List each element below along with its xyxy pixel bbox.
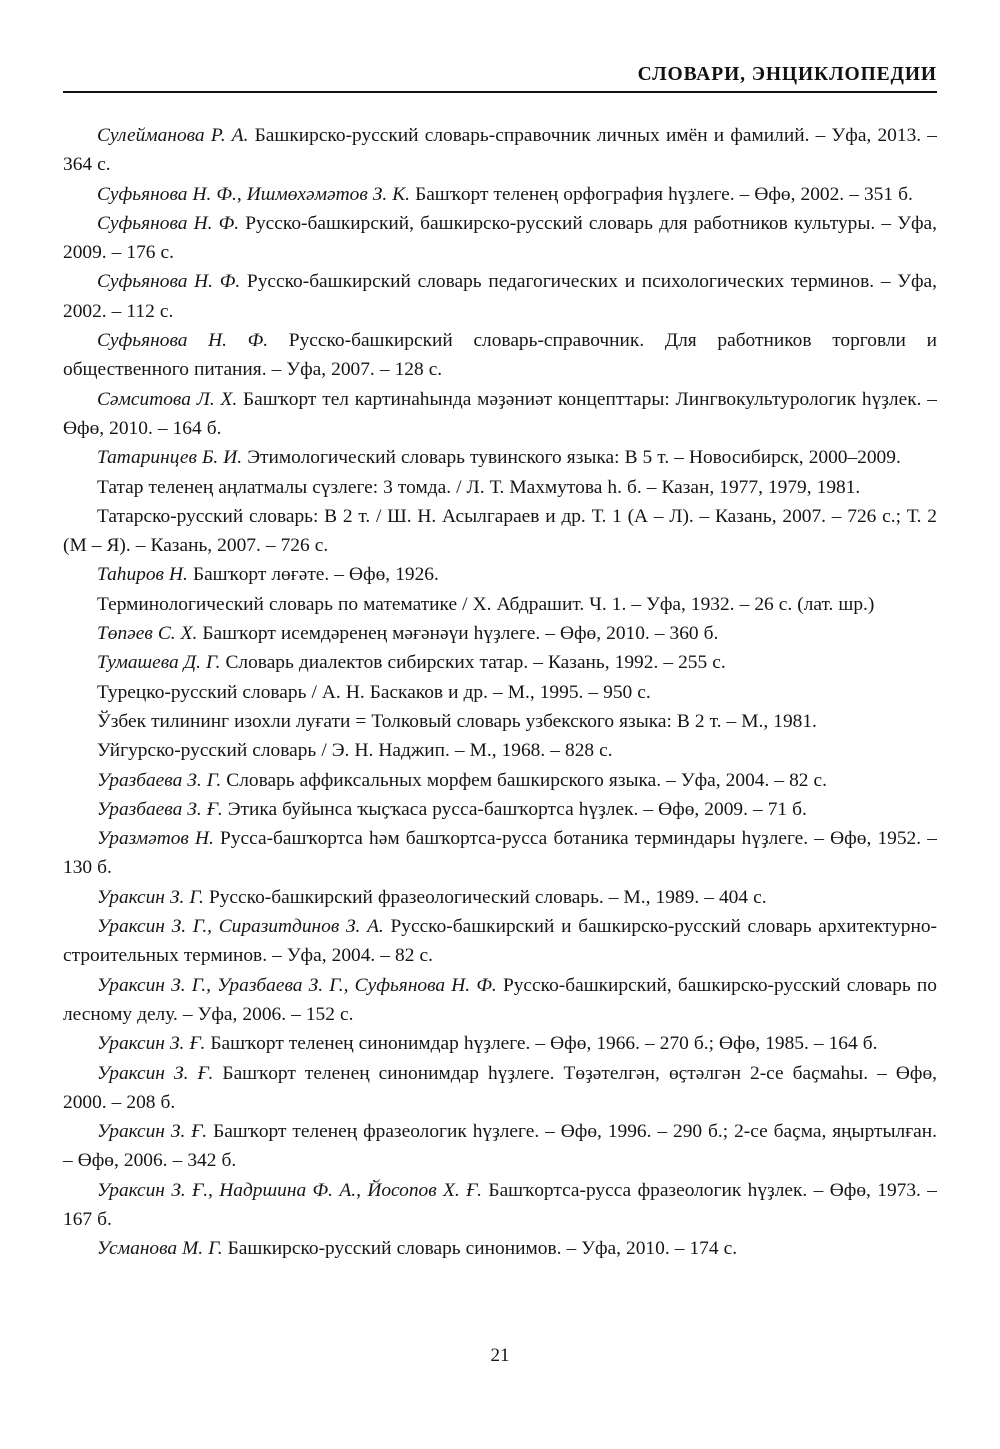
- entry-author: Ураксин З. Г., Уразбаева З. Г., Суфьянова Н. Ф.: [97, 974, 497, 996]
- entry-text: Башкирско-русский словарь синонимов. – Уфа, 2010. – 174 с.: [222, 1238, 738, 1260]
- entry-author: Уразмәтов Н.: [97, 828, 214, 850]
- entry-text: Башҡорт тел картинаһында мәҙәниәт концепттары: Лингвокультурологик һүҙлек. – Өфө, 2010. – 164 б.: [63, 388, 937, 439]
- entry-author: Төпәев С. Х.: [97, 623, 198, 645]
- bibliography-entry: [63, 502, 937, 561]
- entry-text: Русско-башкирский словарь-справочник. Для работников торговли и общественного питания. – Уфа, 2007. – 128 с.: [63, 330, 937, 381]
- entry-text: Русско-башкирский, башкирско-русский словарь по лесному делу. – Уфа, 2006. – 152 с.: [63, 974, 937, 1025]
- entry-text: Башкирско-русский словарь-справочник личных имён и фамилий. – Уфа, 2013. – 364 с.: [63, 125, 937, 176]
- page-number: 21: [490, 1345, 510, 1366]
- entry-author: Суфьянова Н. Ф.: [97, 330, 269, 352]
- entry-text: Русско-башкирский словарь педагогических и психологических терминов. – Уфа, 2002. – 112 с.: [63, 271, 937, 322]
- entry-text: Татарско-русский словарь: В 2 т. / Ш. Н. Асылгараев и др. Т. 1 (А – Л). – Казань, 2007. – 726 с.; Т. 2 (М – Я). – Казань, 2007. – 726 с.: [63, 505, 937, 557]
- entry-text: Русско-башкирский, башкирско-русский словарь для работников культуры. – Уфа, 2009. – 176 с.: [63, 212, 937, 264]
- entry-author: Суфьянова Н. Ф.: [97, 271, 241, 293]
- bibliography-entry: [63, 267, 937, 326]
- entry-text: Башҡорт лөғәте. – Өфө, 1926.: [187, 564, 439, 586]
- bibliography-entry: [63, 1176, 937, 1235]
- bibliography-entry: [63, 795, 937, 824]
- entry-text: Башҡорт теленең синонимдар һүҙлеге. – Өфө, 1966. – 270 б.; Өфө, 1985. – 164 б.: [205, 1033, 878, 1055]
- bibliography-entry: [63, 1029, 937, 1058]
- entry-text: Башҡорт исемдәренең мәғәнәүи һүҙлеге. – Өфө, 2010. – 360 б.: [197, 623, 719, 645]
- entry-author: Ураксин З. Г., Сиразитдинов З. А.: [97, 916, 384, 938]
- entry-author: Ураксин З. Ғ., Надршина Ф. А., Йосопов Х. Ғ.: [97, 1179, 483, 1201]
- entry-author: Татаринцев Б. И.: [97, 447, 243, 469]
- entry-author: Суфьянова Н. Ф.: [97, 212, 240, 234]
- bibliography-entry: [63, 590, 937, 619]
- entry-author: Ураксин З. Ғ.: [97, 1121, 208, 1143]
- bibliography-entry: [63, 326, 937, 385]
- bibliography-entry: [63, 121, 937, 180]
- entry-text: Словарь аффиксальных морфем башкирского языка. – Уфа, 2004. – 82 с.: [221, 769, 827, 791]
- bibliography-entry: [63, 1059, 937, 1118]
- bibliography-entry: [63, 180, 937, 209]
- entry-text: Уйгурско-русский словарь / Э. Н. Наджип. – М., 1968. – 828 с.: [97, 740, 613, 762]
- running-head-title: СЛОВАРИ, ЭНЦИКЛОПЕДИИ: [637, 64, 937, 85]
- page-header: [63, 64, 937, 101]
- bibliography-entry: [63, 971, 937, 1030]
- entry-author: Таһиров Н.: [97, 564, 188, 586]
- bibliography-entry: [63, 912, 937, 971]
- entry-author: Ураксин З. Ғ.: [97, 1062, 214, 1084]
- entry-author: Ураксин З. Ғ.: [97, 1033, 206, 1055]
- bibliography-entry: [63, 209, 937, 268]
- entry-author: Сулейманова Р. А.: [97, 125, 249, 146]
- entry-text: Башҡортса-русса фразеологик һүҙлек. – Өфө, 1973. – 167 б.: [63, 1179, 937, 1230]
- bibliography-entry: [63, 1117, 937, 1176]
- header-divider-rule: [63, 91, 937, 93]
- entry-text: Терминологический словарь по математике / Х. Абдрашит. Ч. 1. – Уфа, 1932. – 26 с. (лат. шр.): [97, 593, 875, 615]
- bibliography-entry: [63, 736, 937, 765]
- bibliography-entry: [63, 648, 937, 677]
- bibliography-entry: [63, 824, 937, 883]
- entry-text: Татар теленең аңлатмалы сүзлеге: 3 томда. / Л. Т. Махмутова һ. б. – Казан, 1977, 1979, 1981.: [97, 476, 861, 498]
- bibliography-entry: [63, 619, 937, 648]
- bibliography-entry: [63, 443, 937, 472]
- entry-text: Ўзбек тилининг изохли луғати = Толковый словарь узбекского языка: В 2 т. – М., 1981.: [97, 710, 817, 732]
- bibliography-entry: [63, 883, 937, 912]
- entry-author: Ураксин З. Г.: [97, 886, 204, 908]
- bibliography-entry: [63, 678, 937, 707]
- bibliography-entry: [63, 473, 937, 502]
- entry-author: Усманова М. Г.: [97, 1238, 223, 1260]
- entry-text: Русса-башҡортса һәм башҡортса-русса ботаника терминдары һүҙлеге. – Өфө, 1952. – 130 б.: [63, 828, 937, 879]
- entry-text: Башҡорт теленең орфография һүҙлеге. – Өфө, 2002. – 351 б.: [410, 183, 913, 205]
- entry-author: Сәмситова Л. Х.: [97, 388, 238, 410]
- entry-text: Этимологический словарь тувинского языка: В 5 т. – Новосибирск, 2000–2009.: [242, 447, 901, 469]
- entry-text: Русско-башкирский и башкирско-русский словарь архитектурно-строительных терминов. – Уфа, 2004. – 82 с.: [63, 916, 937, 967]
- entry-text: Турецко-русский словарь / А. Н. Баскаков и др. – М., 1995. – 950 с.: [97, 681, 651, 703]
- entry-text: Башҡорт теленең синонимдар һүҙлеге. Төҙәтелгән, өҫтәлгән 2-се баҫмаһы. – Өфө, 2000. – 208 б.: [63, 1062, 937, 1113]
- entry-author: Уразбаева З. Г.: [97, 769, 222, 791]
- entry-author: Тумашева Д. Г.: [97, 652, 221, 674]
- entry-text: Башҡорт теленең фразеологик һүҙлеге. – Өфө, 1996. – 290 б.; 2-се баҫма, яңыртылған. – Өфө, 2006. – 342 б.: [63, 1121, 937, 1172]
- bibliography-entry: [63, 707, 937, 736]
- bibliography-entry: [63, 766, 937, 795]
- entry-author: Уразбаева З. Ғ.: [97, 798, 223, 820]
- bibliography-list: [63, 121, 937, 1264]
- bibliography-entry: [63, 560, 937, 589]
- entry-author: Суфьянова Н. Ф., Ишмөхәмәтов З. К.: [97, 183, 411, 205]
- entry-text: Русско-башкирский фразеологический словарь. – М., 1989. – 404 с.: [203, 886, 767, 908]
- entry-text: Словарь диалектов сибирских татар. – Казань, 1992. – 255 с.: [220, 652, 726, 674]
- bibliography-entry: [63, 1234, 937, 1263]
- bibliography-entry: [63, 385, 937, 444]
- entry-text: Этика буйынса ҡыҫҡаса русса-башҡортса һүҙлек. – Өфө, 2009. – 71 б.: [222, 798, 807, 820]
